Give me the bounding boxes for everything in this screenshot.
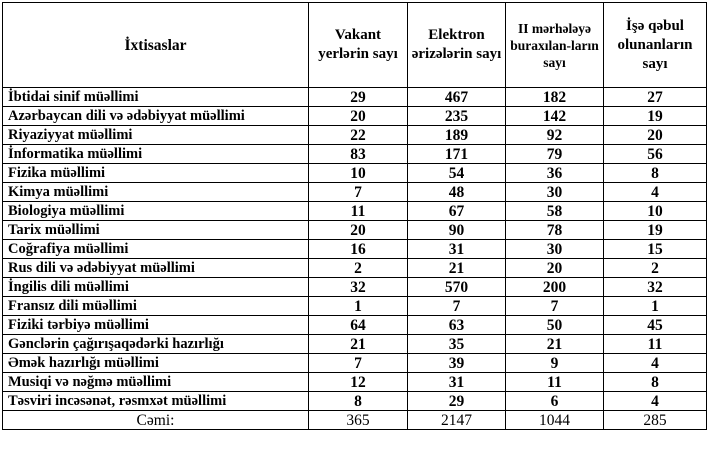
cell-vacant: 64 bbox=[309, 316, 408, 335]
cell-electronic: 31 bbox=[408, 373, 506, 392]
cell-stage2: 182 bbox=[506, 88, 604, 107]
table-row bbox=[3, 316, 707, 335]
cell-stage2: 30 bbox=[506, 240, 604, 259]
cell-specialty: Kimya müəllimi bbox=[3, 183, 309, 202]
cell-hired: 11 bbox=[604, 335, 707, 354]
cell-vacant: 10 bbox=[309, 164, 408, 183]
cell-vacant: 11 bbox=[309, 202, 408, 221]
cell-electronic: 21 bbox=[408, 259, 506, 278]
table-row bbox=[3, 297, 707, 316]
header-specialty: İxtisaslar bbox=[3, 3, 309, 88]
cell-electronic: 35 bbox=[408, 335, 506, 354]
cell-stage2: 50 bbox=[506, 316, 604, 335]
cell-stage2: 78 bbox=[506, 221, 604, 240]
cell-hired: 56 bbox=[604, 145, 707, 164]
cell-hired: 4 bbox=[604, 392, 707, 411]
cell-specialty: Fizika müəllimi bbox=[3, 164, 309, 183]
cell-vacant: 7 bbox=[309, 183, 408, 202]
cell-electronic: 31 bbox=[408, 240, 506, 259]
table-row bbox=[3, 392, 707, 411]
cell-hired: 19 bbox=[604, 221, 707, 240]
cell-hired: 4 bbox=[604, 183, 707, 202]
total-label: Cəmi: bbox=[3, 411, 309, 430]
cell-electronic: 7 bbox=[408, 297, 506, 316]
cell-stage2: 11 bbox=[506, 373, 604, 392]
cell-electronic: 189 bbox=[408, 126, 506, 145]
cell-electronic: 54 bbox=[408, 164, 506, 183]
cell-hired: 19 bbox=[604, 107, 707, 126]
table-row bbox=[3, 278, 707, 297]
cell-vacant: 29 bbox=[309, 88, 408, 107]
cell-vacant: 7 bbox=[309, 354, 408, 373]
cell-specialty: Rus dili və ədəbiyyat müəllimi bbox=[3, 259, 309, 278]
cell-specialty: İngilis dili müəllimi bbox=[3, 278, 309, 297]
cell-vacant: 12 bbox=[309, 373, 408, 392]
cell-electronic: 467 bbox=[408, 88, 506, 107]
cell-specialty: Coğrafiya müəllimi bbox=[3, 240, 309, 259]
table-row bbox=[3, 164, 707, 183]
cell-hired: 2 bbox=[604, 259, 707, 278]
total-stage2: 1044 bbox=[506, 411, 604, 430]
cell-electronic: 171 bbox=[408, 145, 506, 164]
cell-stage2: 20 bbox=[506, 259, 604, 278]
cell-electronic: 29 bbox=[408, 392, 506, 411]
cell-stage2: 58 bbox=[506, 202, 604, 221]
cell-stage2: 30 bbox=[506, 183, 604, 202]
cell-specialty: Musiqi və nəğmə müəllimi bbox=[3, 373, 309, 392]
cell-hired: 27 bbox=[604, 88, 707, 107]
cell-vacant: 1 bbox=[309, 297, 408, 316]
cell-stage2: 36 bbox=[506, 164, 604, 183]
cell-vacant: 2 bbox=[309, 259, 408, 278]
cell-stage2: 200 bbox=[506, 278, 604, 297]
table-body bbox=[3, 88, 707, 430]
cell-electronic: 48 bbox=[408, 183, 506, 202]
cell-electronic: 63 bbox=[408, 316, 506, 335]
cell-vacant: 20 bbox=[309, 221, 408, 240]
cell-hired: 10 bbox=[604, 202, 707, 221]
cell-hired: 45 bbox=[604, 316, 707, 335]
cell-specialty: Təsviri incəsənət, rəsmxət müəllimi bbox=[3, 392, 309, 411]
total-vacant: 365 bbox=[309, 411, 408, 430]
cell-hired: 8 bbox=[604, 164, 707, 183]
cell-specialty: Gənclərin çağırışaqədərki hazırlığı bbox=[3, 335, 309, 354]
total-hired: 285 bbox=[604, 411, 707, 430]
cell-electronic: 39 bbox=[408, 354, 506, 373]
cell-hired: 4 bbox=[604, 354, 707, 373]
cell-vacant: 8 bbox=[309, 392, 408, 411]
cell-electronic: 235 bbox=[408, 107, 506, 126]
header-electronic: Elektron ərizələrin sayı bbox=[408, 3, 506, 88]
table-row bbox=[3, 88, 707, 107]
cell-specialty: Biologiya müəllimi bbox=[3, 202, 309, 221]
table-total-row bbox=[3, 411, 707, 430]
cell-hired: 1 bbox=[604, 297, 707, 316]
cell-stage2: 7 bbox=[506, 297, 604, 316]
cell-electronic: 90 bbox=[408, 221, 506, 240]
table-row bbox=[3, 202, 707, 221]
table-row bbox=[3, 259, 707, 278]
table-row bbox=[3, 335, 707, 354]
table-row bbox=[3, 126, 707, 145]
cell-stage2: 6 bbox=[506, 392, 604, 411]
cell-specialty: Tarix müəllimi bbox=[3, 221, 309, 240]
cell-electronic: 570 bbox=[408, 278, 506, 297]
cell-vacant: 20 bbox=[309, 107, 408, 126]
cell-electronic: 67 bbox=[408, 202, 506, 221]
cell-vacant: 21 bbox=[309, 335, 408, 354]
table-row bbox=[3, 240, 707, 259]
cell-vacant: 32 bbox=[309, 278, 408, 297]
header-vacant: Vakant yerlərin sayı bbox=[309, 3, 408, 88]
cell-vacant: 16 bbox=[309, 240, 408, 259]
cell-hired: 15 bbox=[604, 240, 707, 259]
cell-specialty: İbtidai sinif müəllimi bbox=[3, 88, 309, 107]
header-hired: İşə qəbul olunanların sayı bbox=[604, 3, 707, 88]
cell-hired: 20 bbox=[604, 126, 707, 145]
header-stage2: II mərhələyə buraxılan-ların sayı bbox=[506, 3, 604, 88]
cell-stage2: 9 bbox=[506, 354, 604, 373]
table-row bbox=[3, 145, 707, 164]
statistics-table bbox=[2, 2, 707, 430]
cell-specialty: Fiziki tərbiyə müəllimi bbox=[3, 316, 309, 335]
cell-stage2: 21 bbox=[506, 335, 604, 354]
cell-stage2: 142 bbox=[506, 107, 604, 126]
cell-specialty: Əmək hazırlığı müəllimi bbox=[3, 354, 309, 373]
cell-vacant: 83 bbox=[309, 145, 408, 164]
cell-hired: 8 bbox=[604, 373, 707, 392]
cell-specialty: İnformatika müəllimi bbox=[3, 145, 309, 164]
table-row bbox=[3, 373, 707, 392]
table-row bbox=[3, 107, 707, 126]
cell-vacant: 22 bbox=[309, 126, 408, 145]
cell-stage2: 79 bbox=[506, 145, 604, 164]
table-row bbox=[3, 183, 707, 202]
cell-specialty: Riyaziyyat müəllimi bbox=[3, 126, 309, 145]
table-row bbox=[3, 221, 707, 240]
cell-specialty: Azərbaycan dili və ədəbiyyat müəllimi bbox=[3, 107, 309, 126]
cell-specialty: Fransız dili müəllimi bbox=[3, 297, 309, 316]
cell-hired: 32 bbox=[604, 278, 707, 297]
total-electronic: 2147 bbox=[408, 411, 506, 430]
cell-stage2: 92 bbox=[506, 126, 604, 145]
table-header-row bbox=[3, 3, 707, 88]
table-row bbox=[3, 354, 707, 373]
